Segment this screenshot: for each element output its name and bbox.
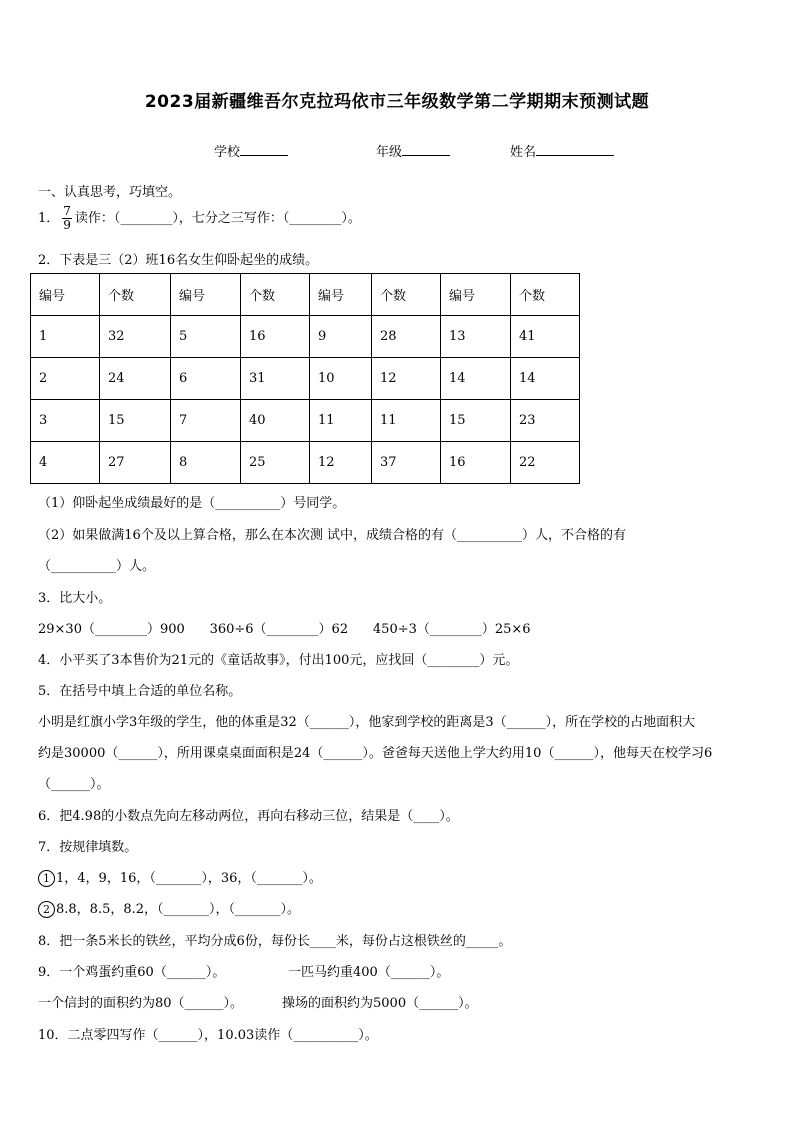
question-7-line-1 (38, 867, 322, 887)
question-1 (38, 205, 361, 232)
table-cell: 28 (372, 316, 441, 358)
table-cell: 16 (241, 316, 310, 358)
school-field (214, 141, 288, 160)
table-header-cell: 编号 (171, 274, 241, 316)
name-blank[interactable] (536, 143, 614, 156)
circled-number-2: 2 (38, 901, 55, 918)
table-cell: 11 (310, 400, 372, 442)
question-8: 8．把一条5米长的铁丝，平均分成6份，每份长____米，每份占这根铁丝的_____。 (38, 934, 512, 949)
question-10: 10．二点零四写作（______），10.03读作（__________）。 (38, 1028, 378, 1043)
page-title: 2023届新疆维吾尔克拉玛依市三年级数学第二学期期末预测试题 (144, 92, 650, 112)
table-cell: 3 (31, 400, 100, 442)
question-5-line-1: 小明是红旗小学3年级的学生，他的体重是32（______），他家到学校的距离是3（______），所在学校的占地面积大 (38, 715, 696, 730)
section-heading: 一、认真思考，巧填空。 (38, 185, 182, 200)
question-5-line-2: 约是30000（______），所用课桌桌面面积是24（______）。爸爸每天送他上学大约用10（______），他每天在校学习6 (38, 746, 713, 761)
table-cell: 24 (100, 358, 171, 400)
table-cell: 22 (511, 442, 580, 484)
table-cell: 27 (100, 442, 171, 484)
table-cell: 37 (372, 442, 441, 484)
circled-number-1: 1 (38, 870, 55, 887)
table-cell: 32 (100, 316, 171, 358)
table-header-cell: 编号 (31, 274, 100, 316)
table-cell: 40 (241, 400, 310, 442)
table-header-row (31, 274, 580, 316)
table-cell: 14 (441, 358, 511, 400)
table-cell: 8 (171, 442, 241, 484)
table-header-cell: 个数 (100, 274, 171, 316)
score-table (30, 273, 580, 484)
table-cell: 9 (310, 316, 372, 358)
sequence-1-text: 1，4，9，16，（_______），36，（_______）。 (56, 871, 322, 886)
question-7-title: 7．按规律填数。 (38, 840, 138, 855)
grade-field (376, 141, 450, 160)
school-blank[interactable] (240, 143, 288, 156)
question-5-title: 5．在括号中填上合适的单位名称。 (38, 684, 242, 699)
table-row (31, 316, 580, 358)
table-cell: 13 (441, 316, 511, 358)
table-cell: 41 (511, 316, 580, 358)
table-cell: 12 (372, 358, 441, 400)
question-9-line-1b: 一匹马约重400（______）。 (288, 965, 450, 980)
table-cell: 12 (310, 442, 372, 484)
question-1-number: 1． (38, 211, 60, 226)
table-cell: 15 (100, 400, 171, 442)
question-1-text: 读作：（________），七分之三写作：（________）。 (74, 211, 361, 226)
question-2-sub-2-cont: （__________）人。 (38, 559, 156, 574)
table-cell: 11 (372, 400, 441, 442)
table-cell: 31 (241, 358, 310, 400)
table-row (31, 358, 580, 400)
table-row (31, 400, 580, 442)
table-cell: 5 (171, 316, 241, 358)
school-label: 学校 (214, 145, 241, 160)
question-4: 4．小平买了3本售价为21元的《童话故事》，付出100元，应找回（________）元。 (38, 653, 519, 668)
table-cell: 15 (441, 400, 511, 442)
grade-blank[interactable] (402, 143, 450, 156)
table-cell: 14 (511, 358, 580, 400)
name-field (510, 141, 614, 160)
question-9-line-2a: 一个信封的面积约为80（______）。 (38, 996, 244, 1011)
table-header-cell: 编号 (441, 274, 511, 316)
fraction-denominator: 9 (63, 218, 71, 232)
question-2-sub-2: （2）如果做满16个及以上算合格，那么在本次测 试中，成绩合格的有（__________）人，不合格的有 (38, 528, 626, 543)
table-header-cell: 个数 (511, 274, 580, 316)
question-5-line-3: （______）。 (38, 777, 110, 792)
table-cell: 6 (171, 358, 241, 400)
table-cell: 10 (310, 358, 372, 400)
question-3-title: 3．比大小。 (38, 591, 112, 606)
table-cell: 7 (171, 400, 241, 442)
question-9-line-2b: 操场的面积约为5000（______）。 (282, 996, 478, 1011)
question-2-title: 2．下表是三（2）班16名女生仰卧起坐的成绩。 (38, 253, 319, 268)
question-9-line-1a: 9．一个鸡蛋约重60（______）。 (38, 965, 226, 980)
table-row (31, 442, 580, 484)
table-header-cell: 编号 (310, 274, 372, 316)
table-cell: 2 (31, 358, 100, 400)
table-header-cell: 个数 (241, 274, 310, 316)
grade-label: 年级 (376, 145, 403, 160)
table-cell: 16 (441, 442, 511, 484)
question-2-sub-1: （1）仰卧起坐成绩最好的是（__________）号同学。 (38, 496, 346, 511)
table-cell: 25 (241, 442, 310, 484)
table-cell: 23 (511, 400, 580, 442)
table-cell: 4 (31, 442, 100, 484)
sequence-2-text: 8.8，8.5，8.2，（_______），（_______）。 (56, 902, 301, 917)
name-label: 姓名 (510, 145, 537, 160)
fraction-seven-ninths (62, 205, 72, 232)
question-6: 6．把4.98的小数点先向左移动两位，再向右移动三位，结果是（____）。 (38, 809, 459, 824)
fraction-numerator: 7 (63, 204, 71, 218)
table-cell: 1 (31, 316, 100, 358)
question-3-line: 29×30（________）900 360÷6（________）62 450÷3（________）25×6 (38, 622, 531, 637)
table-header-cell: 个数 (372, 274, 441, 316)
question-7-line-2 (38, 898, 300, 918)
